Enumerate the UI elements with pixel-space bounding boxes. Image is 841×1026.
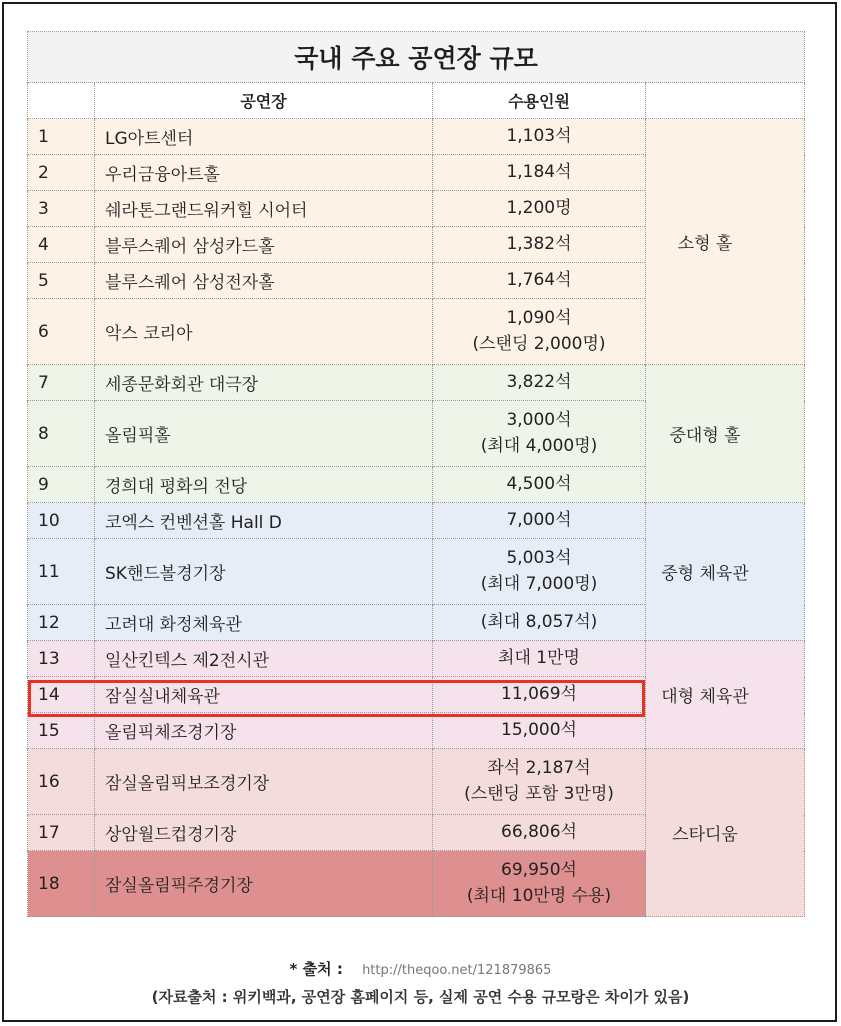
row-number: 13 — [28, 641, 95, 677]
header-venue: 공연장 — [95, 83, 433, 119]
venue-name: 잠실올림픽주경기장 — [95, 851, 433, 917]
venue-name: 블루스퀘어 삼성카드홀 — [95, 227, 433, 263]
source-label: * 출처 : — [289, 960, 343, 978]
capacity-line-1: 최대 1만명 — [498, 647, 580, 668]
venue-capacity — [433, 467, 646, 503]
row-number: 12 — [28, 605, 95, 641]
capacity-line-2: (최대 4,000명) — [480, 435, 598, 456]
capacity-line-2: (최대 7,000명) — [480, 573, 598, 594]
capacity-line-1: 69,950석 — [501, 860, 577, 880]
source-url[interactable]: http://theqoo.net/121879865 — [362, 963, 552, 978]
venue-name: 악스 코리아 — [95, 299, 433, 365]
venue-capacity — [433, 605, 646, 641]
venue-name: 고려대 화정체육관 — [95, 605, 433, 641]
capacity-line-1: 15,000석 — [501, 719, 577, 740]
capacity-line-2: (스탠딩 2,000명) — [472, 333, 606, 354]
capacity-line-1: 5,003석 — [506, 548, 572, 568]
row-number: 10 — [28, 503, 95, 539]
category-mid-gym: 중형 체육관 — [646, 503, 805, 641]
capacity-line-1: 1,090석 — [506, 308, 572, 328]
table-row — [28, 503, 805, 539]
capacity-line-1: 1,764석 — [506, 269, 572, 290]
capacity-line-1: 1,103석 — [506, 125, 572, 146]
category-large-gym: 대형 체육관 — [646, 641, 805, 749]
venue-name: LG아트센터 — [95, 119, 433, 155]
venue-name: 우리금융아트홀 — [95, 155, 433, 191]
capacity-line-1: 4,500석 — [506, 473, 572, 494]
venue-name: 일산킨텍스 제2전시관 — [95, 641, 433, 677]
venue-name: 경희대 평화의 전당 — [95, 467, 433, 503]
row-number: 8 — [28, 401, 95, 467]
table-row — [28, 119, 805, 155]
venue-name: 올림픽체조경기장 — [95, 713, 433, 749]
row-number: 14 — [28, 677, 95, 713]
capacity-line-1: (최대 8,057석) — [480, 611, 598, 632]
row-number: 2 — [28, 155, 95, 191]
source-note: (자료출처 : 위키백과, 공연장 홈페이지 등, 실제 공연 수용 규모랑은 차이가 있음) — [151, 988, 690, 1006]
venue-capacity — [433, 119, 646, 155]
capacity-line-1: 11,069석 — [501, 683, 577, 704]
venue-name: 세종문화회관 대극장 — [95, 365, 433, 401]
venue-capacity — [433, 713, 646, 749]
header-no — [28, 83, 95, 119]
table-row — [28, 641, 805, 677]
venue-name: 블루스퀘어 삼성전자홀 — [95, 263, 433, 299]
venue-capacity — [433, 815, 646, 851]
row-number: 6 — [28, 299, 95, 365]
row-number: 5 — [28, 263, 95, 299]
venue-capacity — [433, 263, 646, 299]
venue-capacity — [433, 851, 646, 917]
capacity-line-1: 1,382석 — [506, 233, 572, 254]
venue-capacity — [433, 155, 646, 191]
capacity-line-1: 3,822석 — [506, 371, 572, 392]
row-number: 15 — [28, 713, 95, 749]
venue-name: 상암월드컵경기장 — [95, 815, 433, 851]
venue-capacity — [433, 401, 646, 467]
venue-capacity — [433, 503, 646, 539]
row-number: 1 — [28, 119, 95, 155]
category-small-hall: 소형 홀 — [646, 119, 805, 365]
venue-capacity — [433, 641, 646, 677]
row-number: 11 — [28, 539, 95, 605]
venue-name: 쉐라톤그랜드워커힐 시어터 — [95, 191, 433, 227]
venue-name: SK핸드볼경기장 — [95, 539, 433, 605]
venue-capacity — [433, 299, 646, 365]
table-title: 국내 주요 공연장 규모 — [28, 32, 805, 83]
venue-name: 잠실실내체육관 — [95, 677, 433, 713]
venue-capacity — [433, 539, 646, 605]
capacity-line-1: 66,806석 — [501, 821, 577, 842]
capacity-line-1: 7,000석 — [506, 509, 572, 530]
capacity-line-1: 1,200명 — [506, 197, 572, 218]
source-line — [0, 958, 841, 979]
row-number: 7 — [28, 365, 95, 401]
capacity-line-1: 좌석 2,187석 — [487, 758, 591, 778]
capacity-line-2: (스탠딩 포함 3만명) — [464, 783, 614, 804]
venue-capacity-table — [27, 31, 805, 917]
header-category — [646, 83, 805, 119]
capacity-line-2: (최대 10만명 수용) — [466, 885, 612, 906]
venue-name: 잠실올림픽보조경기장 — [95, 749, 433, 815]
header-capacity: 수용인원 — [433, 83, 646, 119]
venue-capacity — [433, 191, 646, 227]
row-number: 17 — [28, 815, 95, 851]
row-number: 4 — [28, 227, 95, 263]
category-stadium: 스타디움 — [646, 749, 805, 917]
row-number: 18 — [28, 851, 95, 917]
venue-capacity — [433, 227, 646, 263]
capacity-line-1: 3,000석 — [506, 410, 572, 430]
capacity-line-1: 1,184석 — [506, 161, 572, 182]
table-row — [28, 365, 805, 401]
row-number: 16 — [28, 749, 95, 815]
venue-capacity — [433, 677, 646, 713]
venue-capacity — [433, 365, 646, 401]
venue-name: 올림픽홀 — [95, 401, 433, 467]
venue-capacity — [433, 749, 646, 815]
row-number: 3 — [28, 191, 95, 227]
venue-name: 코엑스 컨벤션홀 Hall D — [95, 503, 433, 539]
row-number: 9 — [28, 467, 95, 503]
category-mid-large-hall: 중대형 홀 — [646, 365, 805, 503]
table-row — [28, 749, 805, 815]
